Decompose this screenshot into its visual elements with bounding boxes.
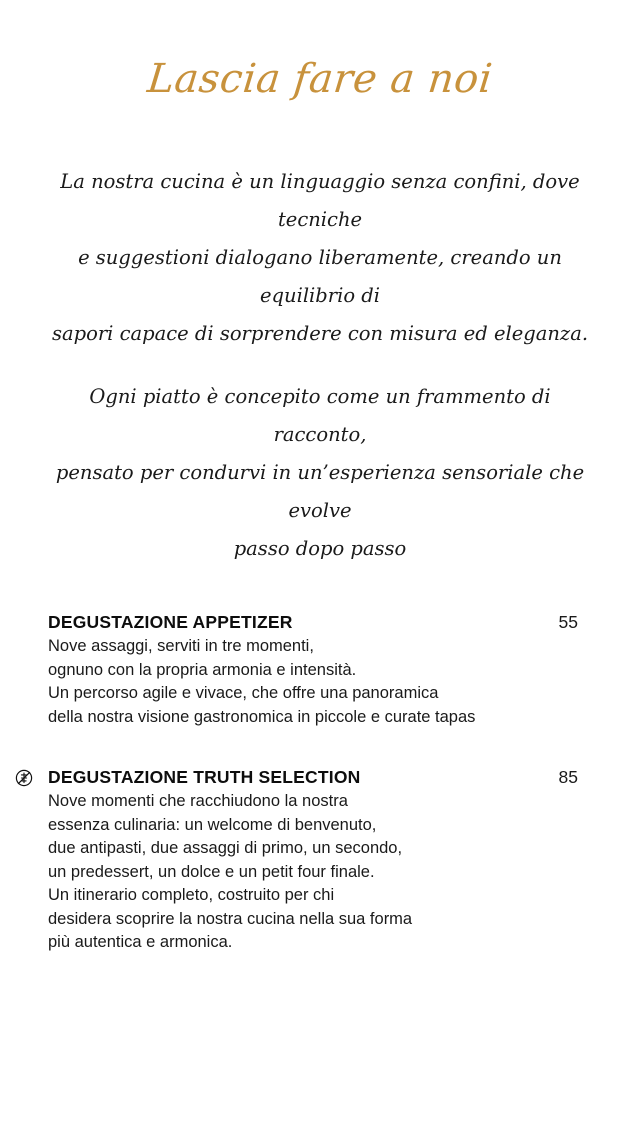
menu-item-title: DEGUSTAZIONE APPETIZER xyxy=(48,612,293,632)
menu-item-description xyxy=(48,790,578,955)
menu-item-price: 55 xyxy=(558,612,578,632)
menu-item-description xyxy=(48,635,578,729)
intro-line: La nostra cucina è un linguaggio senza confini, dove tecniche xyxy=(60,170,580,231)
intro-line: sapori capace di sorprendere con misura ed eleganza. xyxy=(51,322,589,345)
description-line: Nove momenti che racchiudono la nostra xyxy=(48,792,348,810)
description-line: Nove assaggi, serviti in tre momenti, xyxy=(48,637,314,655)
intro-paragraph xyxy=(40,163,600,353)
signature-badge-icon xyxy=(15,769,33,787)
intro-line: Ogni piatto è concepito come un frammento di racconto, xyxy=(89,385,551,446)
intro-line: pensato per condurvi in un’esperienza sensoriale che evolve xyxy=(55,461,585,522)
intro-text-block xyxy=(40,163,600,568)
intro-line: e suggestioni dialogano liberamente, creando un equilibrio di xyxy=(78,246,562,307)
menu-item[interactable] xyxy=(0,766,640,955)
description-line: ognuno con la propria armonia e intensità. xyxy=(48,660,357,679)
description-line: Un percorso agile e vivace, che offre una panoramica xyxy=(48,684,439,702)
menu-item-price: 85 xyxy=(558,767,578,787)
menu-item-header xyxy=(48,611,578,633)
description-line: un predessert, un dolce e un petit four finale. xyxy=(48,862,375,881)
description-line: due antipasti, due assaggi di primo, un secondo, xyxy=(48,839,403,857)
menu-item[interactable] xyxy=(0,611,640,729)
description-line: essenza culinaria: un welcome di benvenuto, xyxy=(48,815,377,834)
menu-item-title: DEGUSTAZIONE TRUTH SELECTION xyxy=(48,767,361,787)
page-title: Lascia fare a noi xyxy=(145,56,495,102)
menu-item-list xyxy=(0,611,640,955)
description-line: della nostra visione gastronomica in piccole e curate tapas xyxy=(48,707,476,726)
description-line: Un itinerario completo, costruito per chi xyxy=(48,886,335,904)
intro-paragraph xyxy=(40,378,600,568)
page-header xyxy=(0,56,640,102)
description-line: più autentica e armonica. xyxy=(48,933,233,951)
description-line: desidera scoprire la nostra cucina nella sua forma xyxy=(48,909,413,928)
menu-item-header xyxy=(48,766,578,788)
intro-line: passo dopo passo xyxy=(233,537,407,560)
